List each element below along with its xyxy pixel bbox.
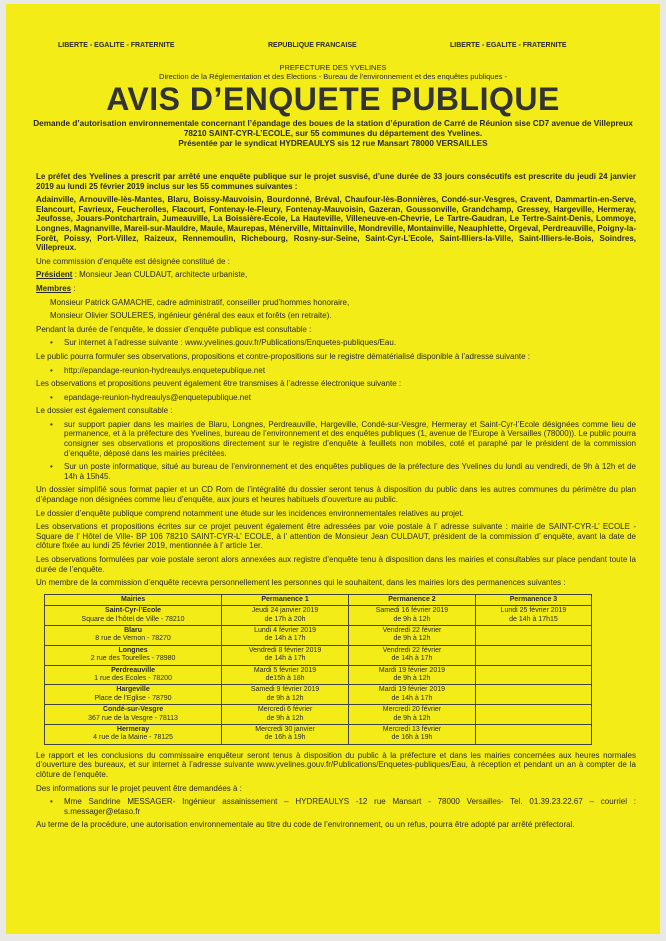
mairie-name: Longnes bbox=[118, 646, 148, 654]
etude-paragraph: Le dossier d’enquête publique comprend notamment une étude sur les incidences environnementales relatives au projet. bbox=[36, 508, 464, 518]
notice-body bbox=[36, 172, 636, 834]
permanence-1-date: Samedi 9 février 2019 bbox=[250, 686, 320, 694]
permanence-2-hours: de 14h à 17h bbox=[391, 694, 433, 702]
mairie-address: 367 rue de la Vesgre - 78113 bbox=[88, 714, 178, 722]
right-motto: LIBERTE - EGALITE - FRATERNITE bbox=[450, 42, 567, 49]
table-cell bbox=[349, 626, 476, 646]
terme-paragraph: Au terme de la procédure, une autorisation environnementale au titre du code de l’environnement, ou un refus, pourra être adopté par arrêté préfectoral. bbox=[36, 820, 575, 830]
mairie-name: Blaru bbox=[124, 627, 142, 634]
table-cell bbox=[349, 665, 476, 685]
table-cell bbox=[475, 606, 591, 626]
mairie-address: 4 rue de la Mairie - 78125 bbox=[93, 734, 173, 742]
permanence-1-date: Mercredi 30 janvier bbox=[255, 726, 315, 734]
table-cell bbox=[349, 705, 476, 725]
commission-intro: Une commission d’enquête est désignée constitué de : bbox=[36, 256, 230, 266]
table-cell bbox=[349, 685, 476, 705]
permanence-2-hours: de 9h à 12h bbox=[393, 635, 431, 643]
permanence-2-hours: de 9h à 12h bbox=[393, 615, 431, 623]
permanence-1-date: Mardi 5 février 2019 bbox=[253, 666, 317, 674]
permanences-table bbox=[44, 594, 592, 745]
table-cell bbox=[45, 665, 222, 685]
dossier-simplifie-paragraph: Un dossier simplifié sous format papier et un CD Rom de l’intégralité du dossier seront tenus à disposition du public dans les autres communes du périmètre du plan d’épandage non désignées comme lieu d’enquête, aux jours et heures habituels d’ouverture au public. bbox=[36, 485, 636, 505]
table-cell bbox=[222, 685, 349, 705]
subtitle-block bbox=[28, 119, 638, 149]
infos-intro: Des informations sur le projet peuvent être demandées à : bbox=[36, 783, 242, 793]
table-cell bbox=[45, 705, 222, 725]
table-cell bbox=[45, 626, 222, 646]
table-cell bbox=[222, 606, 349, 626]
contact-item: • Mme Sandrine MESSAGER- Ingénieur assainissement – HYDREAULYS -12 rue Mansart - 78000 Versailles- Tel. 01.39.23.22.67 – courriel : s.messager@etaso.fr bbox=[36, 797, 636, 816]
pendant-paragraph: Pendant la durée de l’enquête, le dossier d’enquête publique est consultable : bbox=[36, 324, 312, 334]
mairie-address: 2 rue des Tourelles - 78980 bbox=[90, 655, 176, 663]
table-row bbox=[45, 705, 592, 725]
permanence-2-date: Mercredi 13 février bbox=[382, 726, 442, 734]
membre-recevra-paragraph: Un membre de la commission d’enquête recevra personnellement les personnes qui le souhaitent, dans les mairies lors des permanences suivantes : bbox=[36, 578, 566, 588]
table-cell bbox=[45, 725, 222, 745]
subtitle-presenter: Présentée par le syndicat HYDREAULYS sis 12 rue Mansart 78000 VERSAILLES bbox=[178, 139, 488, 148]
permanence-1-date: Jeudi 24 janvier 2019 bbox=[251, 607, 319, 615]
permanence-2-hours: de 9h à 12h bbox=[393, 714, 431, 722]
table-row bbox=[45, 665, 592, 685]
support-papier-item: • sur support papier dans les mairies de Blaru, Longnes, Perdreauville, Hargeville, Condé-sur-Vesgre, Hermeray et Saint-Cyr-l’Ecole désignées comme lieu de permanence, et à la préfecture des Yvelines, bureau de l’environnement et des enquêtes publiques (1, avenue de l’Europe à Versailles (78000)). Le public pourra consigner ses observations et propositions directement sur le registre d’enquête à feuillets non mobiles, coté et paraphé par le président de la commission d’enquête, déposé dans les mairies précitées. bbox=[36, 420, 636, 458]
membres-label: Membres bbox=[36, 283, 72, 293]
prefecture-name: PREFECTURE DES YVELINES bbox=[279, 63, 387, 72]
membres-line bbox=[36, 284, 636, 294]
president-label: Président bbox=[36, 270, 73, 280]
permanence-2-hours: de 14h à 17h bbox=[391, 655, 433, 663]
annexees-paragraph: Les observations formulées par voie postale seront alors annexées aux registre d’enquête tenu à disposition dans les mairies et consultables sur place pendant toute la durée de l’enquête. bbox=[36, 555, 636, 574]
permanence-1-hours: de 9h à 12h bbox=[266, 694, 304, 702]
table-row bbox=[45, 685, 592, 705]
column-header: Permanence 3 bbox=[475, 594, 591, 605]
table-cell bbox=[475, 626, 591, 646]
internet-item: • Sur internet à l’adresse suivante : www.yvelines.gouv.fr/Publications/Enquetes-publiques/Eau. bbox=[36, 338, 636, 348]
mairie-address: 8 rue de Vernon - 78270 bbox=[95, 635, 171, 643]
prefecture-block bbox=[6, 63, 660, 81]
table-cell bbox=[222, 725, 349, 745]
communes-list: Adainville, Arnouville-lès-Mantes, Blaru, Boissy-Mauvoisin, Bourdonné, Bréval, Chaufour-lès-Bonnières, Condé-sur-Vesgres, Cravent, Dammartin-en-Serve, Elancourt, Favrieux, Feucherolles, Flacourt, Fontenay-le-Fleury, Fontenay-Mauvoisin, Gazeran, Goussonville, Grandchamp, Gressey, Hargeville, Hermeray, Jeufosse, Jouars-Pontchartrain, Jumeauville, La Boissière-Ecole, La Hauteville, Villeneuve-en-Chevrie, Le Tartre-Gaudran, Le Tertre-Saint-Denis, Lommoye, Longnes, Magnanville, Mareil-sur-Mauldre, Maule, Maurepas, Ménerville, Mittainville, Mondreville, Montainville, Neauphlette, Orgeval, Perdreauville, Poigny-la-Forêt, Poissy, Port-Villez, Raizeux, Rennemoulin, Richebourg, Rosny-sur-Seine, Saint-Cyr-L’Ecole, Saint-Illiers-la-Ville, Saint-Illiers-le-Bois, Soindres, Villepreux. bbox=[36, 195, 636, 253]
registre-intro: Le public pourra formuler ses observations, propositions et contre-propositions sur le registre dématérialisé disponible à l’adresse suivante : bbox=[36, 351, 531, 361]
table-row bbox=[45, 645, 592, 665]
rapport-paragraph: Le rapport et les conclusions du commissaire enquêteur seront tenus à disposition du public à la préfecture et dans les mairies concernées aux heures normales d’ouverture des bureaux, et sur internet à l’adresse suivante www.yvelines.gouv.fr/Publications/Enquetes-publiques/Eau, à réception et pendant un an à compter de la clôture de l’enquête. bbox=[36, 750, 636, 780]
mairie-address: 1 rue des Ecoles - 78200 bbox=[94, 675, 172, 683]
table-cell bbox=[349, 645, 476, 665]
permanence-3-hours: de 14h à 17h15 bbox=[509, 615, 558, 623]
table-cell bbox=[475, 705, 591, 725]
voie-postale-paragraph: Les observations et propositions écrites sur ce projet peuvent également être adressées par voie postale à l’ adresse suivante : mairie de SAINT-CYR-L’ ECOLE - Square de l’ Hôtel de Ville- BP 106 78210 SAINT-CYR-L’ ECOLE, à l’ attention de Monsieur Jean CULDAUT, président de la commission d’ enquête, avant la date de clôture fixée au lundi 25 février 2019, mentionnée à l’ article 1er. bbox=[36, 522, 636, 551]
mairie-address: Square de l’hôtel de Ville - 78210 bbox=[81, 615, 185, 623]
table-cell bbox=[222, 665, 349, 685]
table-cell bbox=[45, 645, 222, 665]
table-cell bbox=[349, 725, 476, 745]
president-line bbox=[36, 270, 636, 280]
poste-info-item: • Sur un poste informatique, situé au bureau de l’environnement et des enquêtes publiques de la préfecture des Yvelines du lundi au vendredi, de 9h à 12h et de 14h à 15h45. bbox=[36, 462, 636, 481]
permanence-2-hours: de 16h à 19h bbox=[391, 734, 433, 742]
table-cell bbox=[222, 705, 349, 725]
table-cell bbox=[475, 645, 591, 665]
permanence-1-hours: de 14h à 17h bbox=[264, 635, 306, 643]
table-cell bbox=[475, 665, 591, 685]
table-row bbox=[45, 725, 592, 745]
email-address: • epandage-reunion-hydreaulys@enquetepublique.net bbox=[36, 393, 636, 403]
table-cell bbox=[222, 645, 349, 665]
registre-url: • http://epandage-reunion-hydreaulys.enquetepublique.net bbox=[36, 366, 636, 376]
page-title: AVIS D’ENQUETE PUBLIQUE bbox=[106, 81, 560, 117]
membres-colon: : bbox=[71, 283, 76, 293]
table-cell bbox=[222, 626, 349, 646]
republic-label: REPUBLIQUE FRANCAISE bbox=[268, 42, 357, 49]
permanence-2-date: Mardi 19 février 2019 bbox=[378, 666, 446, 674]
subtitle-description: Demande d’autorisation environnementale concernant l’épandage des boues de la station d’épuration de Carré de Réunion sise CD7 avenue de Villepreux 78210 SAINT-CYR-L’ECOLE, sur 55 communes du département des Yvelines. bbox=[33, 119, 633, 138]
left-motto: LIBERTE - EGALITE - FRATERNITE bbox=[58, 42, 175, 49]
intro-paragraph: Le préfet des Yvelines a prescrit par arrêté une enquête publique sur le projet susvisé, d’une durée de 33 jours consécutifs est prescrite du jeudi 24 janvier 2019 au lundi 25 février 2019 inclus sur les 55 communes suivantes : bbox=[36, 172, 636, 191]
mairie-name: Condé-sur-Vesgre bbox=[102, 706, 164, 714]
table-cell bbox=[475, 685, 591, 705]
permanence-1-hours: de 14h à 17h bbox=[264, 655, 306, 663]
permanence-1-hours: de 17h à 20h bbox=[264, 615, 306, 623]
permanence-1-date: Mercredi 6 février bbox=[257, 706, 313, 714]
mairie-address: Place de l’Eglise - 78790 bbox=[94, 694, 172, 702]
mairie-name: Saint-Cyr-l’Ecole bbox=[105, 607, 162, 615]
permanence-2-hours: de 9h à 12h bbox=[393, 675, 431, 683]
membre-1: Monsieur Patrick GAMACHE, cadre administratif, conseiller prud’hommes honoraire, bbox=[50, 297, 350, 307]
permanence-1-hours: de 16h à 19h bbox=[264, 734, 306, 742]
permanence-1-date: Vendredi 8 février 2019 bbox=[248, 646, 322, 654]
email-intro: Les observations et propositions peuvent également être transmises à l’adresse électronique suivante : bbox=[36, 379, 402, 389]
column-header: Permanence 2 bbox=[349, 594, 476, 605]
permanence-1-date: Lundi 4 février 2019 bbox=[254, 627, 316, 634]
table-cell bbox=[475, 725, 591, 745]
table-cell bbox=[349, 606, 476, 626]
table-cell bbox=[45, 606, 222, 626]
table-row bbox=[45, 626, 592, 646]
permanence-3-date: Lundi 25 février 2019 bbox=[500, 607, 567, 615]
notice-page bbox=[6, 4, 660, 934]
mairie-name: Hermeray bbox=[116, 726, 150, 734]
president-text: : Monsieur Jean CULDAUT, architecte urbaniste, bbox=[72, 270, 248, 280]
table-header-row bbox=[45, 594, 592, 605]
column-header: Permanence 1 bbox=[222, 594, 349, 605]
consultable-paragraph: Le dossier est également consultable : bbox=[36, 406, 173, 416]
mairie-name: Perdreauville bbox=[111, 666, 156, 674]
table-cell bbox=[45, 685, 222, 705]
membre-2: Monsieur Olivier SOULERES, ingénieur général des eaux et forêts (en retraite). bbox=[50, 311, 332, 321]
column-header: Mairies bbox=[45, 594, 222, 605]
permanence-2-date: Mardi 19 février 2019 bbox=[378, 686, 446, 694]
permanence-2-date: Vendredi 22 février bbox=[382, 627, 442, 634]
permanence-1-hours: de15h à 18h bbox=[265, 675, 305, 683]
permanence-2-date: Vendredi 22 février bbox=[382, 646, 442, 654]
mairie-name: Hargeville bbox=[116, 686, 150, 694]
direction-name: Direction de la Réglementation et des Elections - Bureau de l'environnement et des enquêtes publiques - bbox=[159, 72, 507, 81]
permanence-2-date: Mercredi 20 février bbox=[382, 706, 442, 714]
permanence-2-date: Samedi 16 février 2019 bbox=[375, 607, 449, 615]
table-row bbox=[45, 606, 592, 626]
permanence-1-hours: de 9h à 12h bbox=[266, 714, 304, 722]
